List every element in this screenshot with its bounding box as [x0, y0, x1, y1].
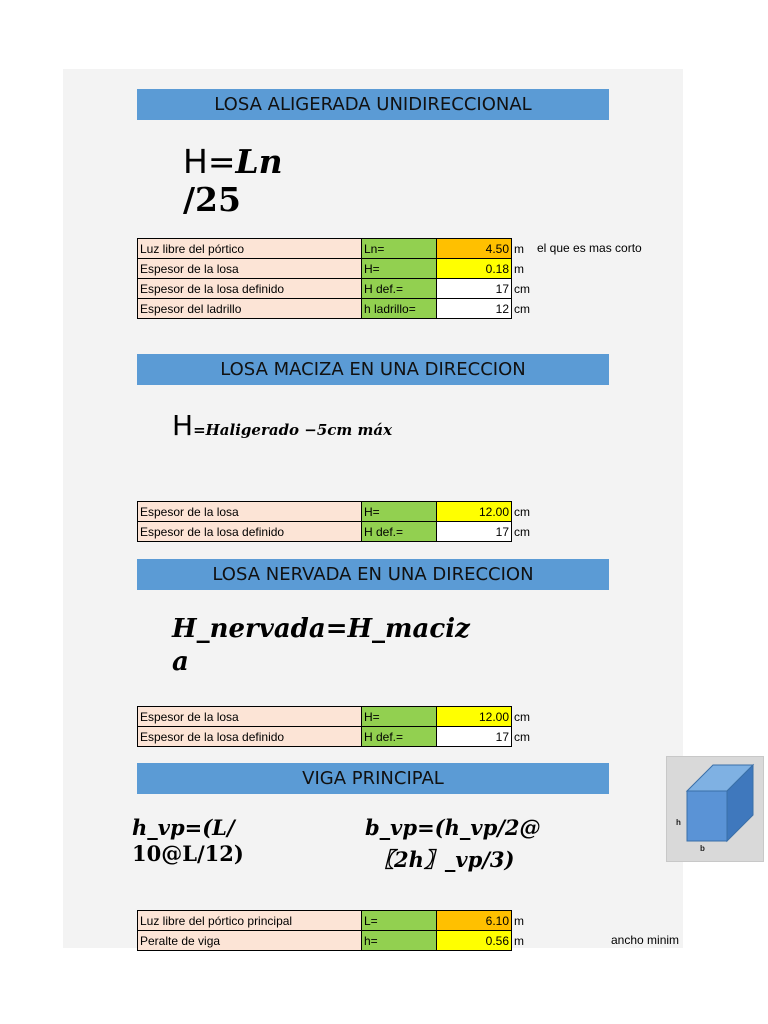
- cell-label[interactable]: Peralte de viga: [138, 931, 362, 951]
- cell-value[interactable]: 0.56: [437, 931, 512, 951]
- cell-symbol[interactable]: H=: [362, 707, 437, 727]
- cell-symbol[interactable]: h=: [362, 931, 437, 951]
- table-losa-maciza: [137, 501, 537, 542]
- cell-symbol[interactable]: H=: [362, 259, 437, 279]
- cell-unit[interactable]: cm: [514, 524, 530, 539]
- cell-label[interactable]: Espesor de la losa: [138, 707, 362, 727]
- table-row: [138, 522, 537, 542]
- formula-ln: Ln: [235, 142, 283, 181]
- formula-losa-aligerada: [183, 143, 283, 219]
- cell-unit[interactable]: cm: [514, 301, 530, 316]
- cell-unit[interactable]: m: [514, 261, 524, 276]
- cell-value[interactable]: 12.00: [437, 502, 512, 522]
- section-header-viga-principal: VIGA PRINCIPAL: [137, 763, 609, 794]
- formula-losa-maciza: [172, 410, 392, 446]
- table-row: [138, 707, 537, 727]
- formula-line-1: h_vp=(L/: [132, 815, 235, 840]
- cell-value[interactable]: 17: [437, 522, 512, 542]
- table-row: [138, 911, 537, 931]
- section-header-losa-nervada: LOSA NERVADA EN UNA DIRECCION: [137, 559, 609, 590]
- beam-label-h: h: [676, 818, 681, 827]
- formula-losa-nervada: [172, 613, 470, 679]
- cell-label[interactable]: Luz libre del pórtico principal: [138, 911, 362, 931]
- formula-h-symbol: H: [172, 409, 194, 442]
- cell-symbol[interactable]: H def.=: [362, 727, 437, 747]
- formula-line-1: b_vp=(h_vp/2@: [365, 815, 541, 840]
- cell-unit[interactable]: m: [514, 933, 524, 948]
- note-ancho-minimo: ancho minim: [611, 933, 680, 947]
- formula-line-2: 〖2h〗_vp/3): [373, 847, 515, 872]
- section-header-losa-maciza: LOSA MACIZA EN UNA DIRECCION: [137, 354, 609, 385]
- beam-icon: [667, 757, 763, 861]
- table-losa-aligerada: [137, 238, 537, 319]
- formula-rest: =Haligerado −5cm máx: [193, 421, 393, 439]
- formula-b-vp: [365, 812, 541, 876]
- beam-label-b: b: [700, 844, 705, 853]
- formula-divisor: /25: [183, 180, 241, 219]
- table-row: [138, 259, 537, 279]
- cell-value[interactable]: 12: [437, 299, 512, 319]
- cell-unit[interactable]: cm: [514, 504, 530, 519]
- cell-value[interactable]: 17: [437, 279, 512, 299]
- table-losa-nervada: [137, 706, 537, 747]
- table-row: [138, 279, 537, 299]
- cell-symbol[interactable]: H def.=: [362, 522, 437, 542]
- cell-unit[interactable]: cm: [514, 729, 530, 744]
- formula-h-vp: [132, 815, 244, 867]
- cell-label[interactable]: Espesor del ladrillo: [138, 299, 362, 319]
- note-mas-corto: el que es mas corto: [537, 241, 642, 255]
- beam-image[interactable]: [666, 756, 764, 862]
- cell-symbol[interactable]: H=: [362, 502, 437, 522]
- cell-value[interactable]: 12.00: [437, 707, 512, 727]
- table-row: [138, 502, 537, 522]
- cell-symbol[interactable]: L=: [362, 911, 437, 931]
- formula-line-2: a: [172, 647, 189, 677]
- section-header-losa-aligerada: LOSA ALIGERADA UNIDIRECCIONAL: [137, 89, 609, 120]
- cell-symbol[interactable]: H def.=: [362, 279, 437, 299]
- cell-unit[interactable]: cm: [514, 709, 530, 724]
- cell-value[interactable]: 4.50: [437, 239, 512, 259]
- cell-label[interactable]: Espesor de la losa: [138, 259, 362, 279]
- cell-value[interactable]: 0.18: [437, 259, 512, 279]
- cell-unit[interactable]: cm: [514, 281, 530, 296]
- cell-unit[interactable]: m: [514, 241, 524, 256]
- cell-label[interactable]: Espesor de la losa: [138, 502, 362, 522]
- formula-line-2: 10@L/12): [132, 841, 244, 866]
- table-row: [138, 727, 537, 747]
- table-row: [138, 931, 537, 951]
- cell-symbol[interactable]: h ladrillo=: [362, 299, 437, 319]
- cell-label[interactable]: Espesor de la losa definido: [138, 727, 362, 747]
- cell-symbol[interactable]: Ln=: [362, 239, 437, 259]
- cell-unit[interactable]: m: [514, 913, 524, 928]
- table-row: [138, 239, 537, 259]
- cell-label[interactable]: Espesor de la losa definido: [138, 279, 362, 299]
- cell-label[interactable]: Espesor de la losa definido: [138, 522, 362, 542]
- cell-value[interactable]: 17: [437, 727, 512, 747]
- cell-value[interactable]: 6.10: [437, 911, 512, 931]
- cell-label[interactable]: Luz libre del pórtico: [138, 239, 362, 259]
- formula-h-symbol: H=: [183, 142, 236, 181]
- table-viga-principal: [137, 910, 537, 951]
- table-row: [138, 299, 537, 319]
- formula-line-1: H_nervada=H_maciz: [172, 614, 470, 644]
